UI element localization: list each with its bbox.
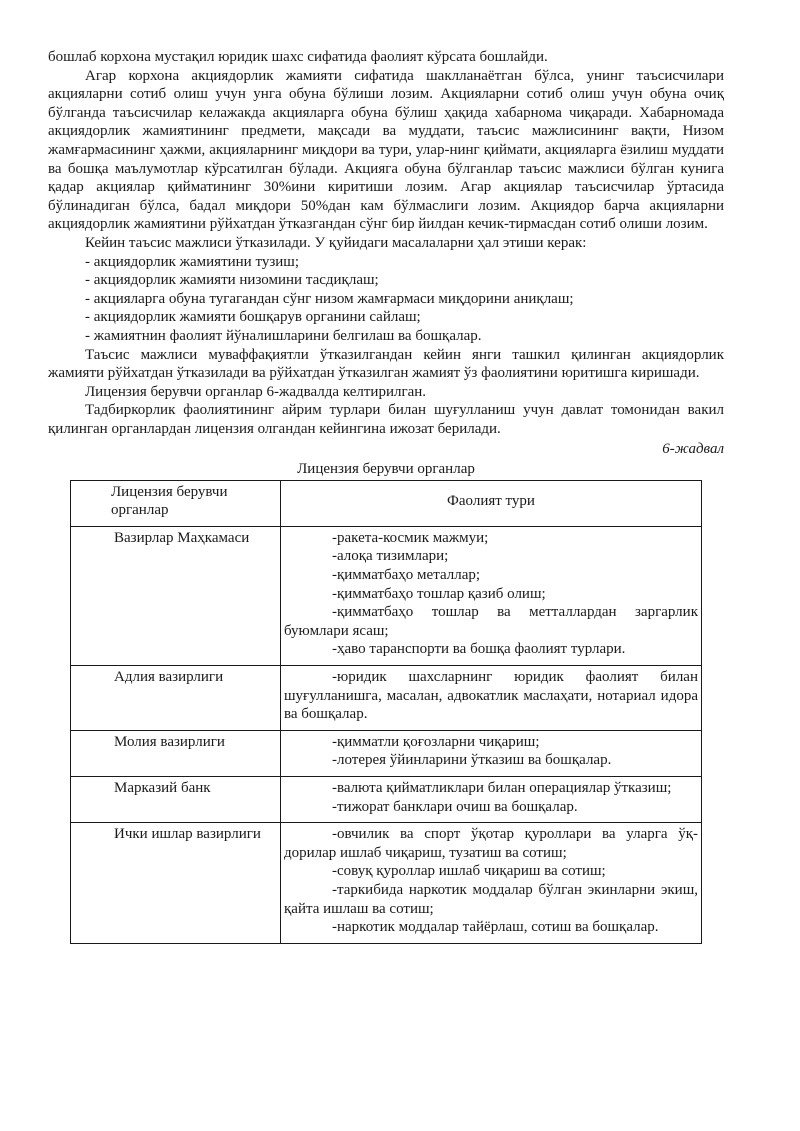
list-item: - акциядорлик жамияти низомини тасдиқлаш;: [85, 272, 379, 289]
activity-cell: [281, 526, 702, 665]
table-caption: Лицензия берувчи органлар: [297, 461, 475, 478]
activity-cell: [281, 776, 702, 822]
activity-cell: [281, 730, 702, 776]
activity-item: -юридик шахсларнинг юридик фаолият билан шуғулланишга, масалан, адвокатлик маслаҳати, нотариал идора ва бошқалар.: [284, 669, 698, 723]
table-label: 6-жадвал: [662, 441, 724, 458]
activity-item: -овчилик ва спорт ўқотар қуроллари ва уларга ўқ-дорилар ишлаб чиқариш, тузатиш ва сотиш;: [284, 826, 698, 861]
org-cell: Молия вазирлиги: [71, 730, 281, 776]
paragraph: Агар корхона акциядорлик жамияти сифатида шаклланаётган бўлса, унинг таъсисчилари акцияларни сотиб олиш учун унга обуна бўлиши лозим. Акцияларни сотиб олиш учун обуна очиқ бўлганда таъсисчилар келажакда акцияларга обуна бўлиш ҳақида хабарнома чиқаради. Хабарномада акциядорлик жамиятининг предмети, мақсади ва муддати, таъсис мажлисининг вақти, Низом жамғармасининг ҳажми, акцияларнинг миқдори ва тури, улар-нинг қиймати, акцияларга ёзилиш муддати ва бошқа маълумотлар кўрсатилган бўлади. Акцияга обуна бўлганлар таъсис мажлиси бўлган кунига қадар акциялар қийматининг 30%ини киритиши лозим. Агар акциялар таъсисчилар ўртасида бўлинадиган бўлса, бадал миқдори 50%дан кам бўлмаслиги лозим. Акциядор барча акцияларни акциядорлик жамиятини рўйхатдан ўтказгандан сўнг бир йилдан кечик-тирмасдан сотиб олиши лозим.: [48, 67, 724, 233]
org-cell: Ички ишлар вазирлиги: [71, 823, 281, 944]
paragraph: Лицензия берувчи органлар 6-жадвалда келтирилган.: [85, 383, 427, 400]
table-row: [71, 666, 702, 731]
activity-item: -валюта қийматликлари билан операциялар ўтказиш;: [332, 779, 672, 796]
license-table: [70, 480, 702, 944]
activity-item: -қимматбаҳо металлар;: [332, 567, 481, 584]
activity-item: -алоқа тизимлари;: [332, 548, 449, 565]
activity-item: -таркибида наркотик моддалар бўлган экинларни экиш, қайта ишлаш ва сотиш;: [284, 881, 698, 917]
document-page: [48, 48, 724, 944]
table-row: [71, 776, 702, 822]
table-row: [71, 526, 702, 665]
list-item: - жамиятнин фаолият йўналишларини белгилаш ва бошқалар.: [85, 327, 482, 344]
table-row: [71, 730, 702, 776]
activity-item: -қимматбаҳо тошлар ва метталлардан заргарлик буюмлари ясаш;: [284, 604, 698, 639]
activity-item: -қимматли қоғозларни чиқариш;: [332, 733, 540, 750]
header-org: Лицензия берувчи органлар: [71, 480, 281, 526]
org-cell: Марказий банк: [71, 776, 281, 822]
activity-cell: [281, 666, 702, 731]
paragraph: бошлаб корхона мустақил юридик шахс сифатида фаолият кўрсата бошлайди.: [48, 49, 548, 65]
activity-item: -совуқ қуроллар ишлаб чиқариш ва сотиш;: [332, 863, 606, 880]
activity-item: -лотерея ўйинларини ўтказиш ва бошқалар.: [332, 752, 612, 769]
activity-item: -қимматбаҳо тошлар қазиб олиш;: [332, 585, 546, 602]
paragraph: Тадбиркорлик фаолиятининг айрим турлари билан шуғулланиш учун давлат томонидан вакил қилинган органлардан лицензия олгандан кейингина ижозат берилади.: [48, 402, 724, 437]
list-item: - акцияларга обуна тугагандан сўнг низом жамғармаси миқдорини аниқлаш;: [85, 290, 574, 307]
activity-item: -ракета-космик мажмуи;: [332, 529, 489, 546]
header-activity: Фаолият тури: [281, 480, 702, 526]
list-item: - акциядорлик жамиятини тузиш;: [85, 253, 299, 270]
table-row: [71, 823, 702, 944]
org-cell: Вазирлар Маҳкамаси: [71, 526, 281, 665]
paragraph: Таъсис мажлиси муваффақиятли ўтказилгандан кейин янги ташкил қилинган акциядорлик жамияти рўйхатдан ўтказилади ва рўйхатдан ўтказилган жамият ўз фаолиятини юритишга киришади.: [48, 346, 724, 382]
activity-cell: [281, 823, 702, 944]
paragraph: Кейин таъсис мажлиси ўтказилади. У қуйидаги масалаларни ҳал этиши керак:: [85, 234, 587, 251]
activity-item: -ҳаво таранспорти ва бошқа фаолият турлари.: [332, 641, 626, 658]
activity-item: -тижорат банклари очиш ва бошқалар.: [332, 798, 578, 815]
table-header-row: [71, 480, 702, 526]
activity-item: -наркотик моддалар тайёрлаш, сотиш ва бошқалар.: [332, 919, 659, 936]
org-cell: Адлия вазирлиги: [71, 666, 281, 731]
list-item: - акциядорлик жамияти бошқарув органини сайлаш;: [85, 309, 421, 326]
